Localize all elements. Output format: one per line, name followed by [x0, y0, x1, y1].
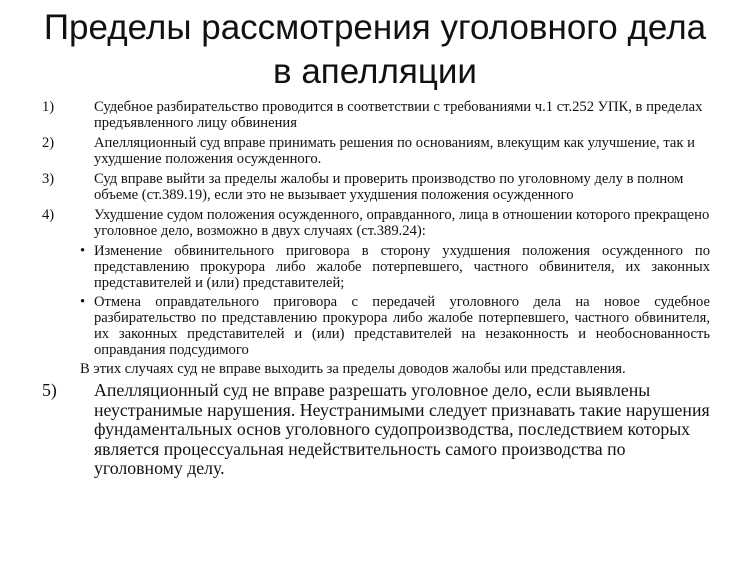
list-item	[42, 381, 710, 479]
bullet-item	[42, 243, 710, 291]
bullet-marker: •	[80, 294, 86, 310]
item-number: 5)	[42, 380, 57, 400]
item-text: Апелляционный суд вправе принимать решения по основаниям, влекущим как улучшение, так и ухудшение положения осужденного.	[94, 135, 695, 167]
bullet-marker: •	[80, 243, 86, 259]
bullet-item	[42, 294, 710, 358]
item-text: Апелляционный суд не вправе разрешать уголовное дело, если выявлены неустранимые нарушения. Неустранимыми следует признавать такие нарушения фундаментальных основ уголовного судопроизводства, последствием которых является процессуальная недействительность самого производства по уголовному делу.	[94, 380, 710, 478]
item-number: 3)	[42, 171, 55, 187]
title-line-2: в апелляции	[273, 52, 477, 91]
list-item	[42, 135, 710, 167]
item-text: Суд вправе выйти за пределы жалобы и проверить производство по уголовному делу в полном объеме (ст.389.19), если это не вызывает ухудшения положения осужденного	[94, 171, 684, 203]
item-number: 4)	[42, 207, 55, 223]
item-number: 1)	[42, 99, 55, 115]
bullet-text: Изменение обвинительного приговора в сторону ухудшения положения осужденного по представлению прокурора либо жалобе потерпевшего, частного обвинителя, их законных представителей и (или) представителей;	[94, 243, 710, 291]
note-paragraph: В этих случаях суд не вправе выходить за пределы доводов жалобы или представления.	[80, 361, 626, 377]
title-line-1: Пределы рассмотрения уголовного дела	[43, 8, 707, 47]
numbered-list	[42, 99, 710, 483]
list-item	[42, 171, 710, 203]
item-text: Судебное разбирательство проводится в соответствии с требованиями ч.1 ст.252 УПК, в пределах предъявленного лицу обвинения	[94, 99, 703, 131]
list-item	[42, 207, 710, 239]
page-title	[20, 6, 730, 94]
item-number: 2)	[42, 135, 55, 151]
item-text: Ухудшение судом положения осужденного, оправданного, лица в отношении которого прекращено уголовное дело, возможно в двух случаях (ст.389.24):	[94, 207, 710, 239]
bullet-text: Отмена оправдательного приговора с передачей уголовного дела на новое судебное разбирательство по представлению прокурора либо жалобе потерпевшего, частного обвинителя, их законных представителей и (или) представителей на незаконность и необоснованность оправдания подсудимого	[94, 294, 710, 358]
list-item	[42, 99, 710, 131]
